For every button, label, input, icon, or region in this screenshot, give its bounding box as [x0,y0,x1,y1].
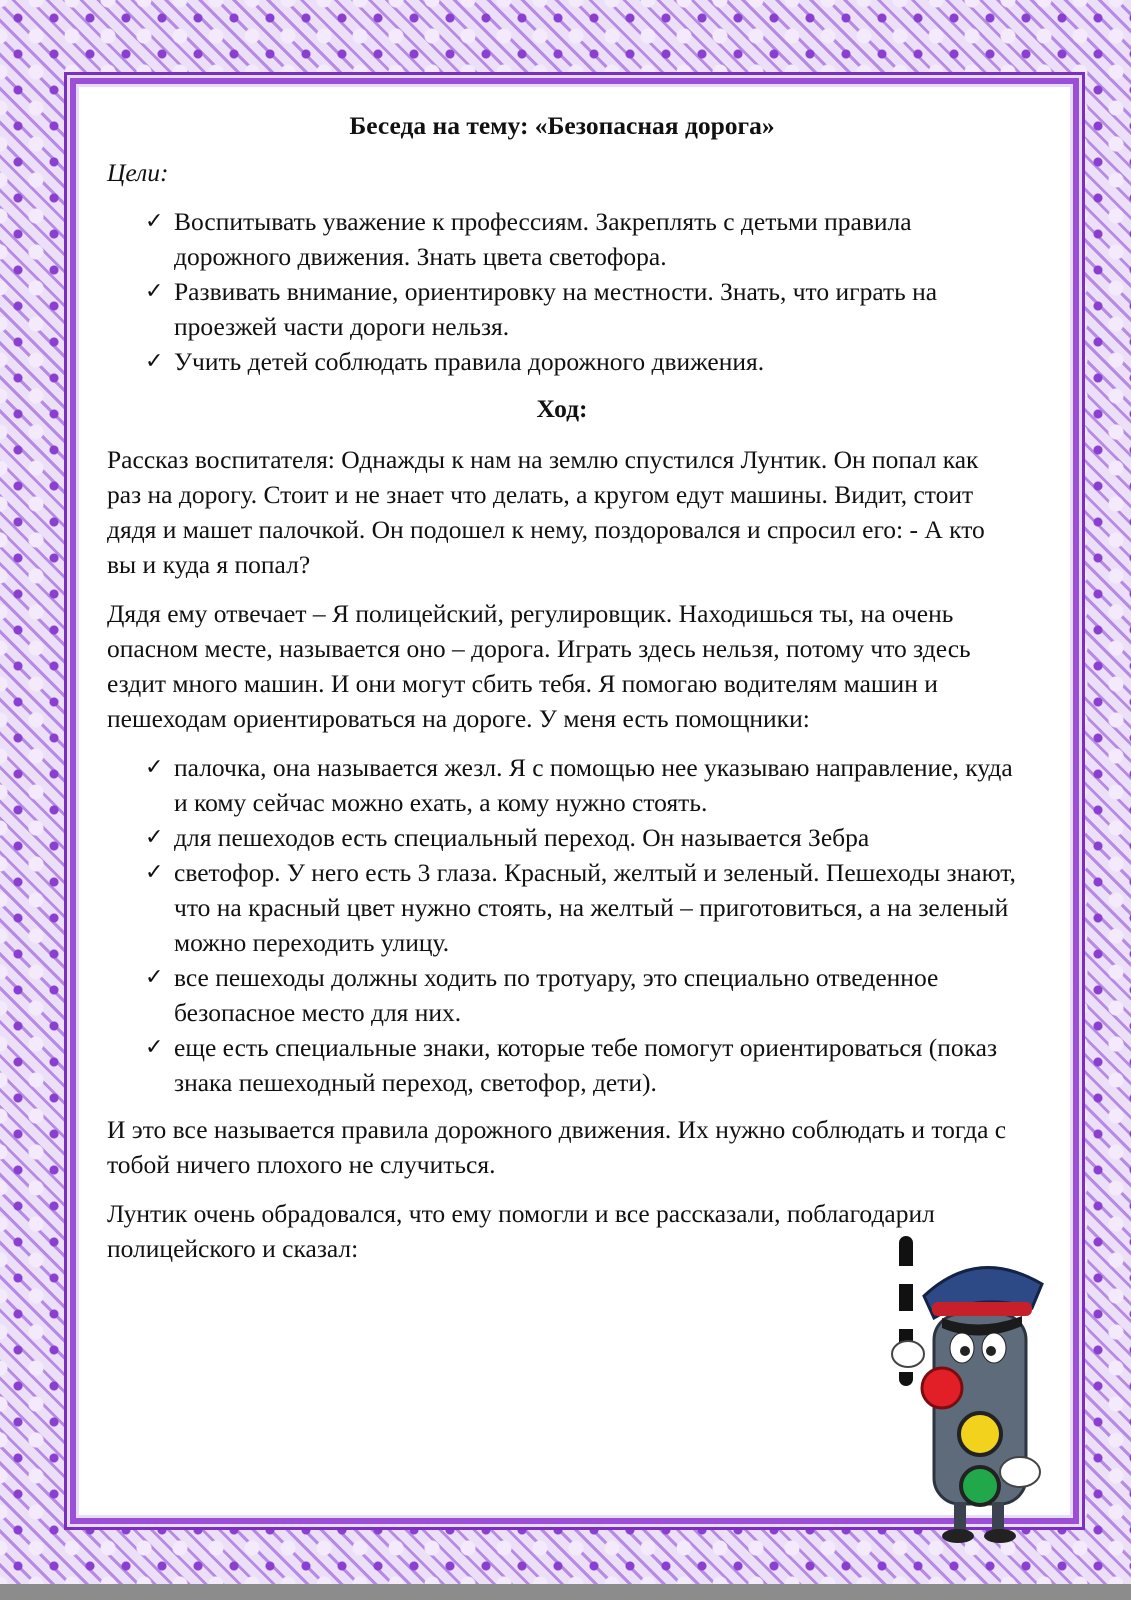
checkmark-icon: ✓ [145,209,164,234]
checkmark-icon: ✓ [145,860,164,885]
list-item: ✓ светофор. У него есть 3 глаза. Красный, желтый и зеленый. Пешеходы знают, что на красный цвет нужно стоять, на желтый – приготовиться, а на зеленый можно переходить улицу. [145,855,1017,960]
helpers-list [107,750,1017,1100]
list-item: ✓ палочка, она называется жезл. Я с помощью нее указываю направление, куда и кому сейчас можно ехать, а кому нужно стоять. [145,750,1017,820]
list-item: ✓ для пешеходов есть специальный переход. Он называется Зебра [145,820,1017,855]
paragraph-rules-summary: И это все называется правила дорожного движения. Их нужно соблюдать и тогда с тобой ничего плохого не случиться. [107,1115,1007,1179]
traffic-light-mascot-illustration [882,1236,1052,1546]
goals-list [107,204,1017,379]
paragraph-story-intro: Рассказ воспитателя: Однажды к нам на землю спустился Лунтик. Он попал как раз на дорогу. Стоит и не знает что делать, а кругом едут машины. Видит, стоит дядя и машет палочкой. Он подошел к нему, поздоровался и спросил его: - А кто вы и куда я попал? [107,445,985,579]
checkmark-icon: ✓ [145,279,164,304]
course-heading: Ход: [536,394,588,423]
list-item: ✓ Учить детей соблюдать правила дорожного движения. [145,344,1017,379]
document-body [107,108,1017,1280]
checkmark-icon: ✓ [145,349,164,374]
list-item: ✓ все пешеходы должны ходить по тротуару, это специально отведенное безопасное место для них. [145,960,1017,1030]
list-item: ✓ Воспитывать уважение к профессиям. Закреплять с детьми правила дорожного движения. Знать цвета светофора. [145,204,1017,274]
checkmark-icon: ✓ [145,965,164,990]
checkmark-icon: ✓ [145,825,164,850]
bottom-scroll-bar [0,1584,1131,1600]
checkmark-icon: ✓ [145,1035,164,1060]
checkmark-icon: ✓ [145,755,164,780]
goals-label: Цели: [107,158,169,187]
list-item: ✓ еще есть специальные знаки, которые тебе помогут ориентироваться (показ знака пешеходный переход, светофор, дети). [145,1030,1017,1100]
paragraph-policeman-answer: Дядя ему отвечает – Я полицейский, регулировщик. Находишься ты, на очень опасном месте, называется оно – дорога. Играть здесь нельзя, потому что здесь ездит много машин. И они могут сбить тебя. Я помогаю водителям машин и пешеходам ориентироваться на дороге. У меня есть помощники: [107,599,971,733]
list-item: ✓ Развивать внимание, ориентировку на местности. Знать, что играть на проезжей части дороги нельзя. [145,274,1017,344]
page-title: Беседа на тему: «Безопасная дорога» [349,111,775,140]
paragraph-luntik-thanks: Лунтик очень обрадовался, что ему помогли и все рассказали, поблагодарил полицейского и сказал: [107,1199,935,1263]
